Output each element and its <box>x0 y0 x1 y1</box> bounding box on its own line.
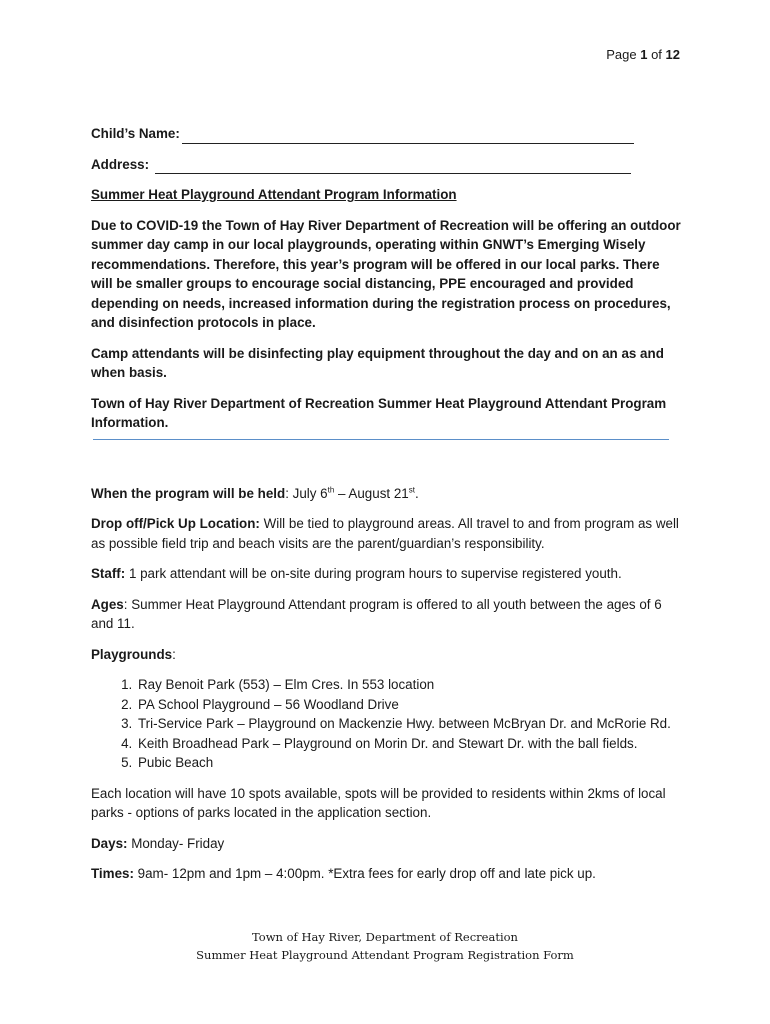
list-item: 3. Tri-Service Park – Playground on Mackenzie Hwy. between McBryan Dr. and McRorie Rd. <box>136 714 681 734</box>
when-paragraph <box>91 484 681 504</box>
when-end-sup: st <box>408 485 415 495</box>
list-item: 4. Keith Broadhead Park – Playground on Morin Dr. and Stewart Dr. with the ball fields. <box>136 734 681 754</box>
ages-paragraph <box>91 595 681 634</box>
page-current: 1 <box>640 47 648 62</box>
days-label: Days: <box>91 835 128 851</box>
days-paragraph <box>91 834 681 854</box>
ages-label: Ages <box>91 596 124 612</box>
dropoff-paragraph <box>91 514 681 553</box>
when-start-sup: th <box>327 485 335 495</box>
list-item: 5. Pubic Beach <box>136 753 681 773</box>
times-text: 9am- 12pm and 1pm – 4:00pm. *Extra fees for early drop off and late pick up. <box>133 866 596 881</box>
when-end: . <box>414 485 419 501</box>
times-label: Times: <box>91 866 134 881</box>
document-body <box>91 124 681 895</box>
when-label: When the program will be held <box>91 485 286 501</box>
playgrounds-label: Playgrounds <box>91 646 173 662</box>
staff-paragraph <box>91 564 681 584</box>
section-title: Summer Heat Playground Attendant Program Information <box>91 187 457 202</box>
playgrounds-heading <box>91 645 681 665</box>
playgrounds-colon: : <box>172 646 176 662</box>
page-footer <box>0 928 770 964</box>
address-field <box>91 155 681 175</box>
address-label: Address: <box>91 156 150 172</box>
disinfecting-paragraph: Camp attendants will be disinfecting play equipment throughout the day and on an as and when basis. <box>91 345 664 380</box>
spots-paragraph: Each location will have 10 spots available, spots will be provided to residents within 2kms of local parks - options of parks located in the application section. <box>91 785 666 820</box>
when-mid: – August 21 <box>334 485 409 501</box>
times-paragraph <box>91 864 681 884</box>
page-prefix: Page <box>606 47 637 62</box>
program-heading: Town of Hay River Department of Recreation Summer Heat Playground Attendant Program Information. <box>91 395 667 430</box>
page-number <box>606 47 680 62</box>
footer-line-2: Summer Heat Playground Attendant Program Registration Form <box>196 948 574 962</box>
ages-text: : Summer Heat Playground Attendant program is offered to all youth between the ages of 6 and 11. <box>91 596 662 631</box>
footer-line-1: Town of Hay River, Department of Recreation <box>252 930 518 944</box>
child-name-label: Child’s Name: <box>91 126 180 141</box>
intro-paragraph: Due to COVID-19 the Town of Hay River Department of Recreation will be offering an outdoor summer day camp in our local playgrounds, operating within GNWT’s Emerging Wisely recommendations. Therefore, this year’s program will be offered in our local parks. There will be smaller groups to encourage social distancing, PPE encouraged and provided depending on needs, increased information during the registration process on procedures, and disinfection protocols in place. <box>91 217 681 330</box>
when-start: : July 6 <box>285 485 328 501</box>
list-item: 1. Ray Benoit Park (553) – Elm Cres. In 553 location <box>136 675 681 695</box>
staff-label: Staff: <box>91 566 126 581</box>
staff-text: 1 park attendant will be on-site during program hours to supervise registered youth. <box>125 566 622 581</box>
address-input-line[interactable] <box>155 159 631 174</box>
dropoff-label: Drop off/Pick Up Location: <box>91 516 260 531</box>
section-divider <box>93 439 669 440</box>
dropoff-text: Will be tied to playground areas. All travel to and from program as well as possible field trip and beach visits are the parent/guardian’s responsibility. <box>91 516 679 551</box>
days-text: Monday- Friday <box>127 835 225 851</box>
page-total: 12 <box>665 47 680 62</box>
page-of: of <box>651 47 662 62</box>
child-name-field <box>91 124 681 144</box>
list-item: 2. PA School Playground – 56 Woodland Drive <box>136 695 681 715</box>
child-name-input-line[interactable] <box>182 129 634 144</box>
playgrounds-list <box>91 675 681 773</box>
